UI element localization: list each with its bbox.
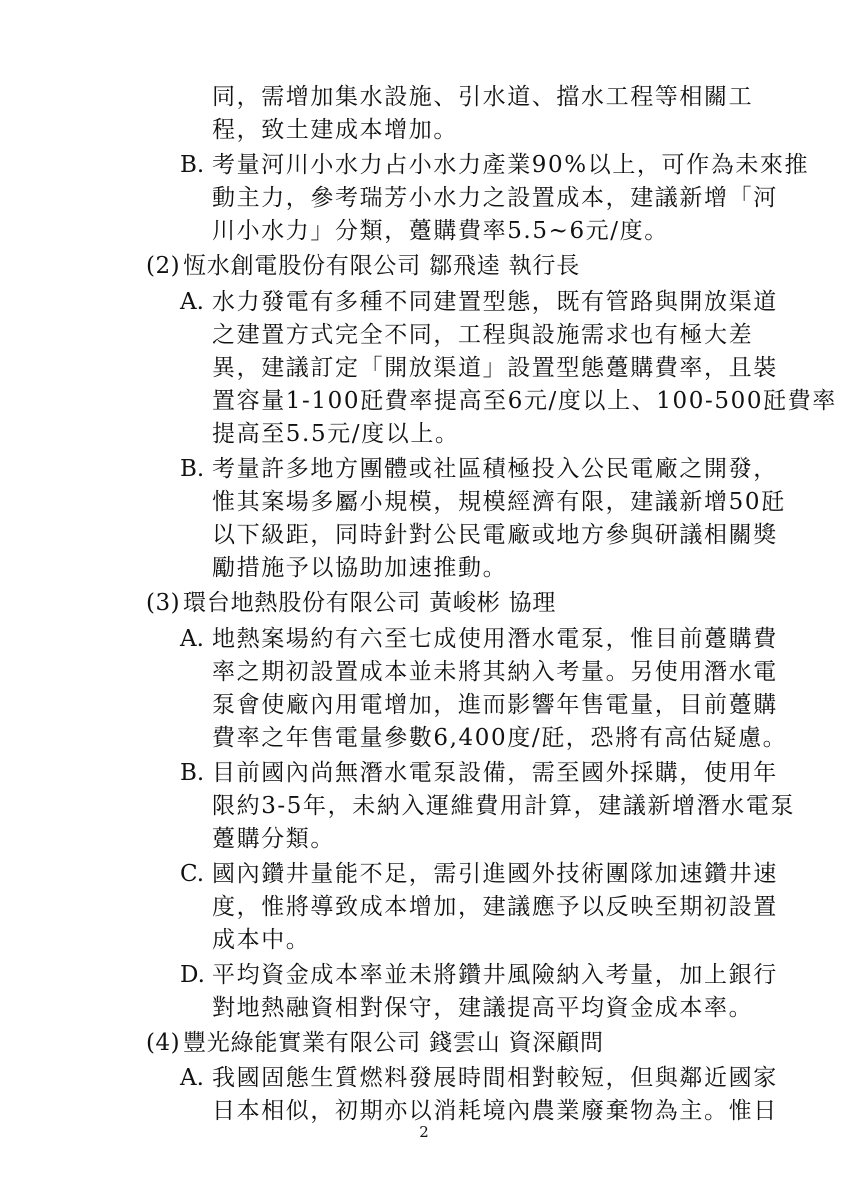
paragraph-line: 置容量1-100瓩費率提高至6元/度以上、100-500瓩費率 [212,388,837,414]
list-item-label: B. [180,760,205,786]
section-heading: 恆水創電股份有限公司 鄒飛逵 執行長 [183,253,581,279]
section-number: (4) [146,1030,181,1056]
paragraph-line: 程，致土建成本增加。 [212,117,458,143]
list-item-label: A. [180,1065,204,1091]
paragraph-line: 水力發電有多種不同建置型態，既有管路與開放渠道 [212,289,778,315]
paragraph-line: 費率之年售電量參數6,400度/瓩，恐將有高估疑慮。 [212,725,788,751]
paragraph-line: 考量河川小水力占小水力產業90%以上，可作為未來推 [212,152,810,178]
paragraph-line: 率之期初設置成本並未將其納入考量。另使用潛水電 [212,659,778,685]
paragraph-line: 國內鑽井量能不足，需引進國外技術團隊加速鑽井速 [212,861,778,887]
list-item-label: A. [180,626,204,652]
list-item-label: A. [180,289,204,315]
paragraph-line: 地熱案場約有六至七成使用潛水電泵，惟目前躉購費 [212,626,778,652]
paragraph-line: 以下級距，同時針對公民電廠或地方參與研議相關獎 [212,522,778,548]
paragraph-line: 川小水力」分類，躉購費率5.5~6元/度。 [212,218,669,244]
section-heading: 豐光綠能實業有限公司 錢雲山 資深顧問 [183,1030,604,1056]
section-number: (3) [146,590,181,616]
list-item-label: D. [180,962,205,988]
paragraph-line: 提高至5.5元/度以上。 [212,421,460,447]
paragraph-line: 之建置方式完全不同，工程與設施需求也有極大差 [212,322,754,348]
paragraph-line: 成本中。 [212,927,311,953]
paragraph-line: 動主力，參考瑞芳小水力之設置成本，建議新增「河 [212,185,778,211]
list-item-label: C. [180,861,205,887]
paragraph-line: 同，需增加集水設施、引水道、擋水工程等相關工 [212,84,754,110]
paragraph-line: 勵措施予以協助加速推動。 [212,555,508,581]
paragraph-line: 考量許多地方團體或社區積極投入公民電廠之開發， [212,456,778,482]
paragraph-line: 目前國內尚無潛水電泵設備，需至國外採購，使用年 [212,760,778,786]
paragraph-line: 我國固態生質燃料發展時間相對較短，但與鄰近國家 [212,1065,778,1091]
paragraph-line: 對地熱融資相對保守，建議提高平均資金成本率。 [212,995,754,1021]
section-heading: 環台地熱股份有限公司 黃峻彬 協理 [183,590,557,616]
paragraph-line: 泵會使廠內用電增加，進而影響年售電量，目前躉購 [212,692,778,718]
page-number: 2 [419,1123,429,1141]
list-item-label: B. [180,456,205,482]
paragraph-line: 平均資金成本率並未將鑽井風險納入考量，加上銀行 [212,962,778,988]
paragraph-line: 惟其案場多屬小規模，規模經濟有限，建議新增50瓩 [212,489,786,515]
paragraph-line: 異，建議訂定「開放渠道」設置型態躉購費率，且裝 [212,355,778,381]
section-number: (2) [146,253,181,279]
list-item-label: B. [180,152,205,178]
paragraph-line: 限約3-5年，未納入運維費用計算，建議新增潛水電泵 [212,793,796,819]
paragraph-line: 日本相似，初期亦以消耗境內農業廢棄物為主。惟日 [212,1098,778,1124]
paragraph-line: 度，惟將導致成本增加，建議應予以反映至期初設置 [212,894,778,920]
paragraph-line: 躉購分類。 [212,826,335,852]
